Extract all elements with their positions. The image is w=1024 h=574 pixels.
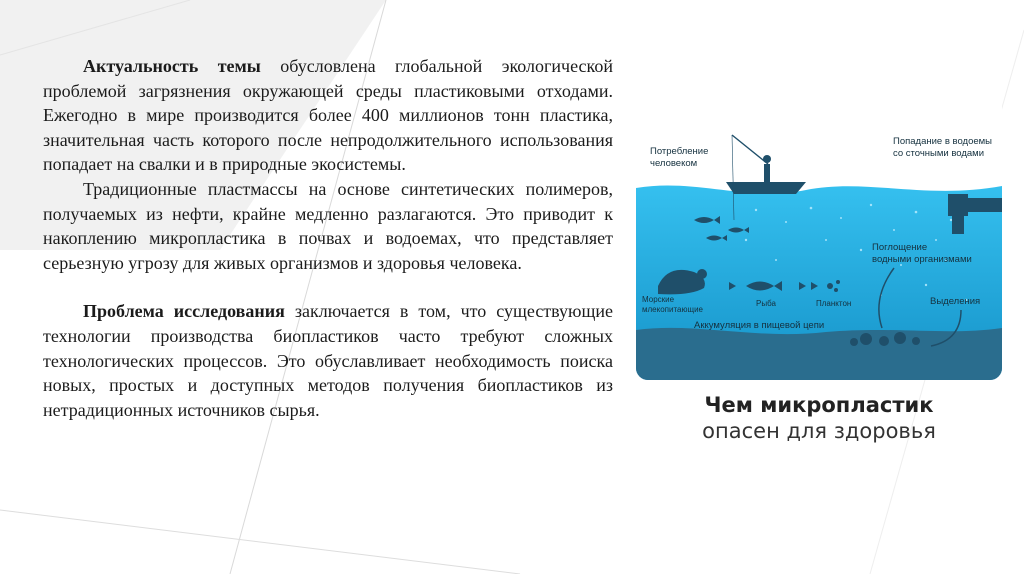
problem-paragraph (43, 299, 613, 422)
relevance-text: обусловлена глобальной экологической проблемой загрязнения окружающей среды пластиковыми отходами. Ежегодно в мире производится более 400 миллионов тонн пластика, значительная часть которого после непродолжительного использования попадает на свалки и в природные экосистемы. (43, 56, 613, 175)
label-absorb-2: водными организмами (872, 254, 972, 265)
label-absorb-1: Поглощение (872, 242, 928, 253)
infographic-caption (636, 392, 1002, 444)
label-accumulation: Аккумуляция в пищевой цепи (694, 320, 825, 331)
label-mammals-2: млекопитающие (642, 305, 703, 314)
caption-line-2: опасен для здоровья (702, 419, 936, 443)
relevance-paragraph (43, 54, 613, 177)
paragraph-spacer (43, 275, 613, 299)
relevance-lead: Актуальность темы (83, 56, 261, 76)
caption-line-1: Чем микропластик (704, 393, 934, 417)
label-consumption-1: Потребление (650, 146, 709, 157)
label-plankton: Планктон (816, 299, 852, 308)
seabed (636, 328, 1002, 380)
label-consumption-2: человеком (650, 158, 698, 169)
text-column (43, 54, 613, 422)
label-excretion: Выделения (930, 296, 981, 307)
label-fish: Рыба (756, 299, 776, 308)
label-mammals-1: Морские (642, 295, 675, 304)
problem-text: заключается в том, что существующие технологии производства биопластиков часто требуют сложных технологических процессов. Это обуславливает необходимость поиска новых, простых и доступных методов получения биопластиков из нетрадиционных источников сырья. (43, 301, 613, 420)
label-inflow-2: со сточными водами (892, 148, 984, 159)
problem-lead: Проблема исследования (83, 301, 285, 322)
plastics-paragraph: Традиционные пластмассы на основе синтетических полимеров, получаемых из нефти, крайне медленно разлагаются. Это приводит к накоплению микропластика в почвах и водоемах, что представляет серьезную угрозу для живых организмов и здоровья человека. (43, 178, 613, 273)
microplastic-infographic (636, 90, 1002, 380)
label-inflow-1: Попадание в водоемы (892, 136, 992, 147)
